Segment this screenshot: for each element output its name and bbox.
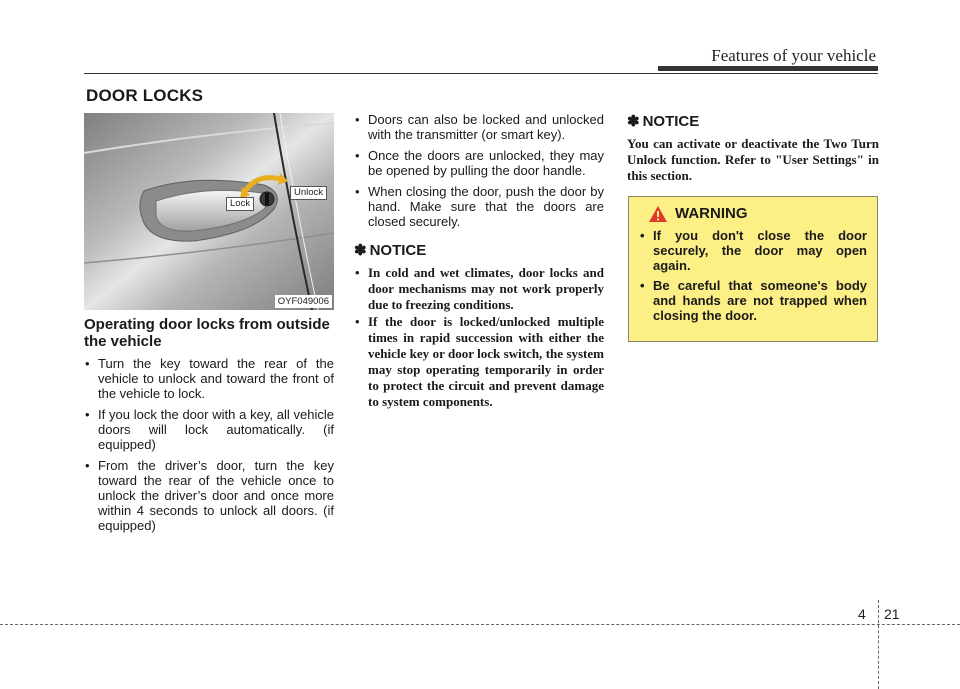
- chapter-number: 4: [858, 606, 866, 622]
- notice-title: NOTICE: [369, 241, 427, 259]
- outside-locks-list: [84, 356, 334, 533]
- list-item: • Doors can also be locked and unlocked with the transmitter (or smart key).: [354, 112, 604, 142]
- page-number-divider: [878, 600, 879, 689]
- list-item: • Turn the key toward the rear of the vehicle to unlock and toward the front of the vehicle to lock.: [84, 356, 334, 401]
- door-handle-figure: [84, 113, 334, 310]
- section-title: DOOR LOCKS: [86, 86, 204, 105]
- list-item: • If you lock the door with a key, all vehicle doors will lock automatically. (if equipped): [84, 407, 334, 452]
- door-handle-illustration: [84, 113, 334, 310]
- warning-title: WARNING: [675, 205, 748, 222]
- notice-heading: [627, 112, 879, 130]
- notice-heading: [354, 241, 604, 259]
- door-usage-list: [354, 112, 604, 229]
- warning-list: [639, 228, 867, 323]
- header-rule: [84, 73, 878, 74]
- page-number: 21: [884, 606, 900, 622]
- list-item: • In cold and wet climates, door locks and door mechanisms may not work properly due to freezing conditions.: [354, 265, 604, 313]
- column-1: [84, 316, 334, 539]
- warning-box: [628, 196, 878, 342]
- notice-list: [354, 265, 604, 410]
- figure-code: OYF049006: [275, 295, 332, 308]
- footer-rule: [0, 624, 960, 625]
- unlock-label: Unlock: [290, 186, 327, 200]
- list-item: • Be careful that someone's body and hands are not trapped when closing the door.: [639, 278, 867, 323]
- list-item: • From the driver’s door, turn the key toward the rear of the vehicle once to unlock the driver’s door and once more within 4 seconds to unlock all doors. (if equipped): [84, 458, 334, 533]
- notice-title: NOTICE: [642, 112, 700, 130]
- warning-triangle-icon: [649, 206, 667, 222]
- notice-star-icon: ✽: [354, 242, 367, 259]
- column-2: [354, 112, 604, 411]
- running-header: Features of your vehicle: [711, 46, 876, 65]
- list-item: • If the door is locked/unlocked multiple times in rapid succession with either the vehicle key or door lock switch, the system may stop operating temporarily in order to protect the circuit and prevent damage to system components.: [354, 314, 604, 410]
- lock-label: Lock: [226, 197, 254, 211]
- list-item: • Once the doors are unlocked, they may be opened by pulling the door handle.: [354, 148, 604, 178]
- warning-heading: [649, 205, 867, 222]
- column-3: [627, 112, 879, 184]
- list-item: • When closing the door, push the door by hand. Make sure that the doors are closed securely.: [354, 184, 604, 229]
- notice-star-icon: ✽: [627, 113, 640, 130]
- subheading-outside-locks: Operating door locks from outside the vehicle: [84, 316, 330, 350]
- list-item: • If you don't close the door securely, the door may open again.: [639, 228, 867, 273]
- header-bar: [658, 66, 878, 71]
- notice-text: You can activate or deactivate the Two Turn Unlock function. Refer to "User Settings" in this section.: [627, 136, 879, 183]
